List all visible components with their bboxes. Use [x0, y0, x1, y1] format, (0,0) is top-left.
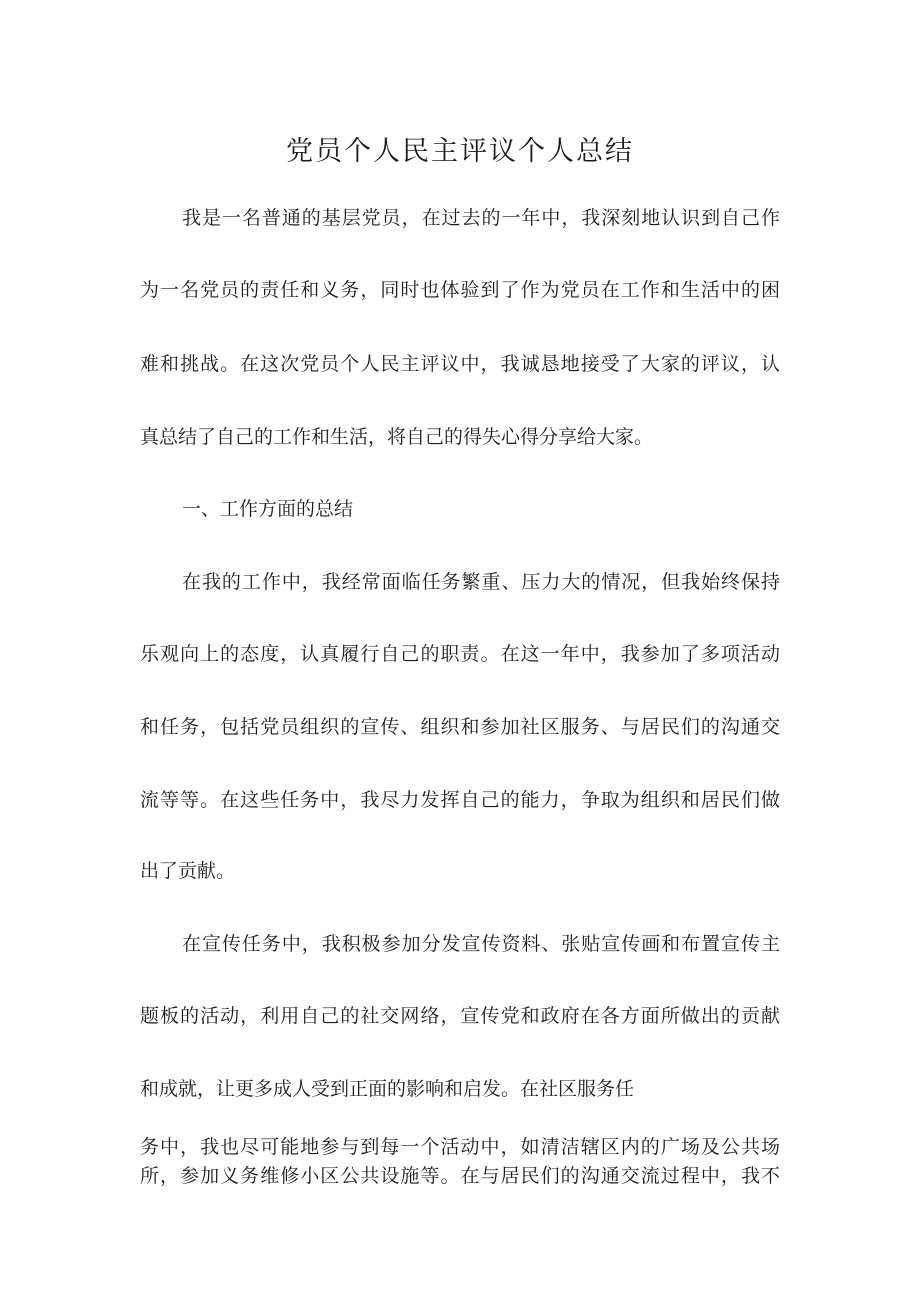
paragraph-line: 我是一名普通的基层党员，在过去的一年中，我深刻地认识到自己作 [182, 207, 780, 229]
paragraph-line: 题板的活动，利用自己的社交网络，宣传党和政府在各方面所做出的贡献 [140, 1005, 780, 1027]
paragraph-line: 真总结了自己的工作和生活，将自己的得失心得分享给大家。 [140, 426, 654, 448]
paragraph-line: 流等等。在这些任务中，我尽力发挥自己的能力，争取为组织和居民们做 [140, 789, 780, 811]
paragraph-line: 乐观向上的态度，认真履行自己的职责。在这一年中，我参加了多项活动 [140, 643, 780, 665]
paragraph-line: 出了贡献。 [140, 860, 236, 882]
document-title: 党员个人民主评议个人总结 [286, 136, 634, 167]
paragraph-line: 所，参加义务维修小区公共设施等。在与居民们的沟通交流过程中，我不 [140, 1165, 780, 1187]
paragraph-line: 和任务，包括党员组织的宣传、组织和参加社区服务、与居民们的沟通交 [140, 716, 780, 738]
paragraph-line: 和成就，让更多成人受到正面的影响和启发。在社区服务任 [140, 1078, 635, 1100]
paragraph-line: 在宣传任务中，我积极参加分发宣传资料、张贴宣传画和布置宣传主 [182, 933, 780, 955]
section-heading: 一、工作方面的总结 [182, 498, 354, 520]
paragraph-line: 在我的工作中，我经常面临任务繁重、压力大的情况，但我始终保持 [182, 571, 780, 593]
paragraph-line: 务中，我也尽可能地参与到每一个活动中，如清洁辖区内的广场及公共场 [140, 1136, 780, 1158]
paragraph-line: 难和挑战。在这次党员个人民主评议中，我诚恳地接受了大家的评议，认 [140, 353, 780, 375]
paragraph-line: 为一名党员的责任和义务，同时也体验到了作为党员在工作和生活中的困 [140, 279, 780, 301]
